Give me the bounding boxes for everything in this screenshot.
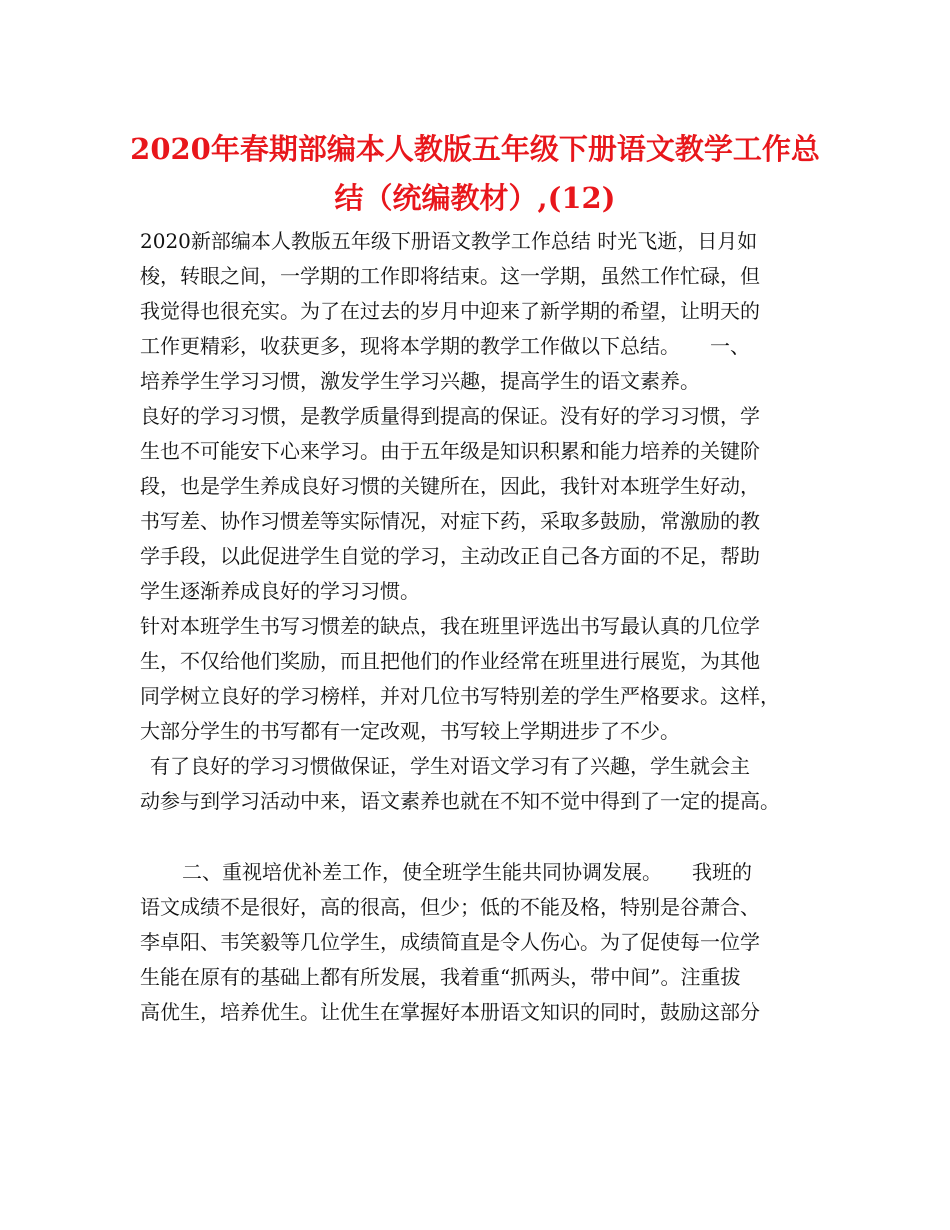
paragraph-section-two	[140, 855, 830, 1030]
text-line: 学生逐渐养成良好的学习习惯。	[140, 579, 420, 603]
paragraph-interest	[140, 749, 830, 819]
paragraph-spacer	[140, 819, 830, 855]
text-line: 我觉得也很充实。为了在过去的岁月中迎来了新学期的希望，让明天的	[140, 299, 760, 323]
document-body	[140, 224, 830, 1030]
text-line: 针对本班学生书写习惯差的缺点，我在班里评选出书写最认真的几位学	[140, 614, 760, 638]
text-line: 同学树立良好的学习榜样，并对几位书写特别差的学生严格要求。这样，	[140, 684, 780, 708]
text-line: 生能在原有的基础上都有所发展，我着重“抓两头，带中间”。注重拔	[140, 965, 741, 989]
text-line: 工作更精彩，收获更多，现将本学期的教学工作做以下总结。 一、	[140, 334, 750, 358]
text-line: 有了良好的学习习惯做保证，学生对语文学习有了兴趣，学生就会主	[150, 754, 750, 778]
text-line: 李卓阳、韦笑毅等几位学生，成绩简直是令人伤心。为了促使每一位学	[140, 930, 760, 954]
paragraph-intro	[140, 224, 830, 399]
paragraph-habits	[140, 399, 830, 609]
text-line: 段，也是学生养成良好习惯的关键所在，因此，我针对本班学生好动，	[140, 474, 760, 498]
text-line: 大部分学生的书写都有一定改观，书写较上学期进步了不少。	[140, 719, 680, 743]
text-line: 生，不仅给他们奖励，而且把他们的作业经常在班里进行展览，为其他	[140, 649, 760, 673]
document-title-line-1: 2020年春期部编本人教版五年级下册语文教学工作总	[130, 132, 820, 166]
document-title-line-2: 结（统编教材）,(12)	[334, 181, 616, 215]
text-line: 书写差、协作习惯差等实际情况，对症下药，采取多鼓励，常激励的教	[140, 509, 760, 533]
text-line: 梭，转眼之间，一学期的工作即将结束。这一学期，虽然工作忙碌，但	[140, 264, 760, 288]
text-line: 语文成绩不是很好，高的很高，但少；低的不能及格，特别是谷萧合、	[140, 895, 760, 919]
text-line: 生也不可能安下心来学习。由于五年级是知识积累和能力培养的关键阶	[140, 439, 760, 463]
text-line: 高优生，培养优生。让优生在掌握好本册语文知识的同时，鼓励这部分	[140, 1000, 760, 1024]
text-line: 培养学生学习习惯，激发学生学习兴趣，提高学生的语文素养。	[140, 369, 700, 393]
text-line: 二、重视培优补差工作，使全班学生能共同协调发展。 我班的	[182, 860, 752, 884]
text-line: 良好的学习习惯，是教学质量得到提高的保证。没有好的学习习惯，学	[140, 404, 760, 428]
text-line: 动参与到学习活动中来，语文素养也就在不知不觉中得到了一定的提高。	[140, 789, 780, 813]
text-line: 2020新部编本人教版五年级下册语文教学工作总结 时光飞逝，日月如	[140, 229, 758, 253]
text-line: 学手段，以此促进学生自觉的学习，主动改正自己各方面的不足，帮助	[140, 544, 760, 568]
paragraph-writing	[140, 609, 830, 749]
